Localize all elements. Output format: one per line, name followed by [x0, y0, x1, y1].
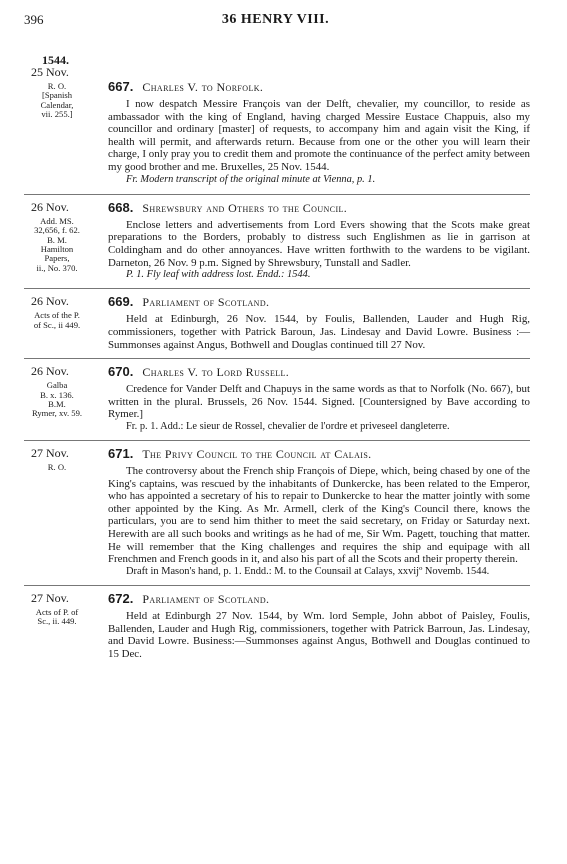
- entry-margin: [24, 592, 104, 627]
- entry-number: 672.: [108, 591, 134, 607]
- entry-670: [24, 365, 530, 433]
- calendar-entries: [24, 54, 530, 667]
- entry-title: Parliament of Scotland.: [142, 295, 270, 310]
- entry-date: 27 Nov.: [31, 591, 69, 606]
- entry-title: Charles V. to Lord Russell.: [142, 365, 290, 380]
- entry-671: [24, 447, 530, 578]
- entry-heading: [108, 447, 530, 461]
- entry-667: [24, 54, 530, 186]
- source-reference: Add. MS. 32,656, f. 62. B. M. Hamilton Papers, ii., No. 370.: [34, 215, 80, 273]
- entry-heading: [108, 365, 530, 379]
- entry-margin: [24, 201, 104, 273]
- divider: [24, 288, 530, 289]
- entry-669: [24, 295, 530, 351]
- entry-heading: [108, 201, 530, 215]
- page-header: [24, 12, 527, 32]
- entry-margin: [24, 54, 104, 120]
- entry-668: [24, 201, 530, 282]
- entry-date: 25 Nov.: [31, 65, 69, 79]
- source-reference: R. O. [Spanish Calendar, vii. 255.]: [40, 81, 74, 120]
- entry-margin: [24, 447, 104, 472]
- page-number: 396: [24, 12, 44, 27]
- divider: [24, 194, 530, 195]
- entry-note: P. 1. Fly leaf with address lost. Endd.: 1544.: [126, 269, 311, 281]
- entry-date: 27 Nov.: [31, 446, 69, 461]
- entry-text: The controversy about the French ship François of Diepe, which, being chased by one of the King's captains, was rescued by the inhabitants of Dunkercke, has been related to the Emperor, who has appointed a secretary of his to repair to Dunkercke to hear the matter jointly with some other appointed by the King. As Mr. Armell, clerk of the King's Council there, knows the particulars, you are to send him thither to meet the said secretary, on Friday or Saturday next. Herewith are all such books and writings as he had of me, Sir Wm. Pagett, touching that matter. He will remember that the King challenges and requires the ship and equipage with all Frenchmen and French goods in it, and also his part of all the Scots and their property therein.: [108, 465, 530, 566]
- entry-margin: [24, 295, 104, 330]
- entry-number: 670.: [108, 364, 134, 380]
- entry-date: 26 Nov.: [31, 199, 69, 214]
- entry-672: [24, 592, 530, 660]
- entry-note: Fr. p. 1. Add.: Le sieur de Rossel, chevalier de l'ordre et priveseel dangleterre.: [126, 420, 450, 432]
- entry-date: 26 Nov.: [31, 294, 69, 309]
- entry-heading: [108, 295, 530, 309]
- entry-text: I now despatch Messire François van der Delft, chevalier, my councillor, to reside as ambassador with the king of England, having charged Messire Eustace Chappuis, also my councillor and ordinary [master] of requests, to accompany him and again visit the King, if health will permit, and afterwards return. Because from one or the other you will learn their charge, I only pray you to credit them and promote the continuance of the perfect amity between my good brother and me. Bruxelles, 25 Nov. 1544.: [108, 98, 530, 173]
- entry-number: 669.: [108, 294, 134, 310]
- source-reference: Acts of P. of Sc., ii. 449.: [35, 607, 79, 627]
- entry-heading: [108, 592, 530, 606]
- entry-number: 668.: [108, 199, 134, 215]
- divider: [24, 358, 530, 359]
- divider: [24, 585, 530, 586]
- entry-number: 667.: [108, 79, 134, 94]
- entry-margin: [24, 365, 104, 419]
- source-reference: Galba B. x. 136. B.M. Rymer, xv. 59.: [31, 380, 83, 419]
- entry-number: 671.: [108, 446, 134, 462]
- entry-title: The Privy Council to the Council at Calais.: [142, 447, 372, 462]
- entry-heading: [108, 80, 530, 94]
- entry-note: Fr. Modern transcript of the original minute at Vienna, p. 1.: [126, 173, 376, 185]
- entry-title: Parliament of Scotland.: [142, 592, 270, 607]
- source-reference: Acts of the P. of Sc., ii 449.: [33, 310, 81, 330]
- divider: [24, 440, 530, 441]
- entry-title: Charles V. to Norfolk.: [142, 80, 264, 94]
- entry-date: 26 Nov.: [31, 364, 69, 379]
- entry-note: Draft in Mason's hand, p. 1. Endd.: M. to the Counsail at Calays, xxvijº Novemb. 1544.: [126, 565, 490, 577]
- running-title: 36 HENRY VIII.: [221, 12, 330, 27]
- source-reference: R. O.: [47, 462, 67, 473]
- entry-text: Credence for Vander Delft and Chapuys in the same words as that to Norfolk (No. 667), but written in the plural. Brussels, 26 Nov. 1544. Signed. [Countersigned by Bave according to Rymer.]: [108, 383, 530, 421]
- entry-text: Held at Edinburgh 27 Nov. 1544, by Wm. lord Semple, John abbot of Paisley, Foulis, Ballenden, Lauder and Hugh Rig, commissioners, together with Patrick Barroun, Jas. Lindesay, and David Lowre. Business:—Summonses against Angus, Bothwell and Douglas continued to 15 Dec.: [108, 610, 530, 660]
- entry-text: Held at Edinburgh, 26 Nov. 1544, by Foulis, Ballenden, Lauder and Hugh Rig, commissioners, together with Patrick Baroun, Jas. Lindesay and David Lowre. Business :—Summonses against Angus, Bothwell and Douglas continued till 27 Nov.: [108, 313, 530, 351]
- year-label: 1544.: [42, 53, 69, 67]
- entry-title: Shrewsbury and Others to the Council.: [142, 200, 348, 215]
- entry-text: Enclose letters and advertisements from Lord Evers showing that the Scots make great preparations to the Borders, probably to distress such Englishmen as lie in garrison at Coldingham and do other annoyances. Have written forthwith to the wardens to be vigilant. Darneton, 26 Nov. 9 p.m. Signed by Shrewsbury, Tunstall and Sadler.: [108, 218, 530, 269]
